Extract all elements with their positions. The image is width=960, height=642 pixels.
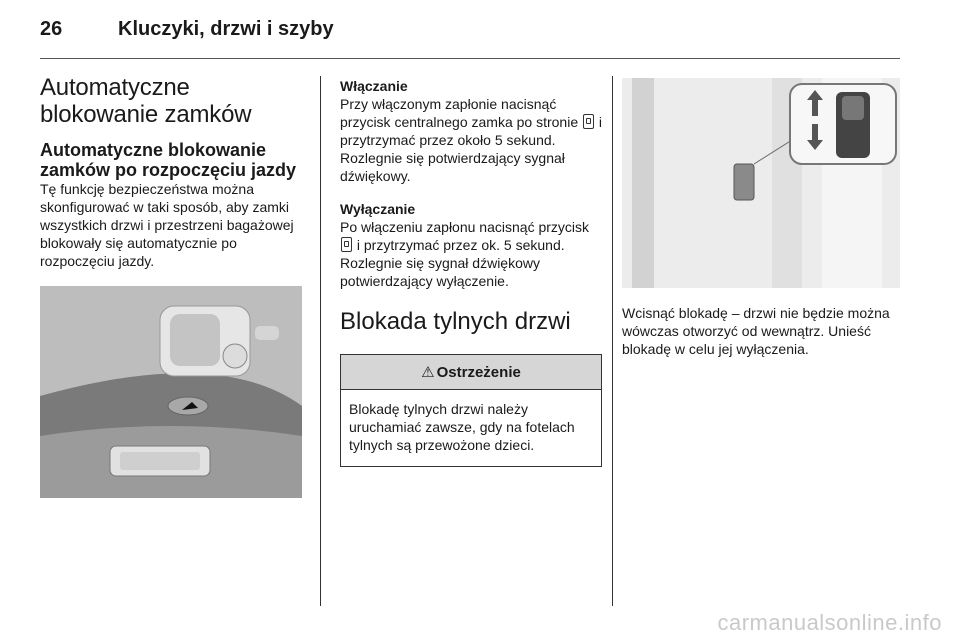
illustration-caption: Wcisnąć blokadę – drzwi nie będzie można wówczas otworzyć od wewnątrz. Unieść blokadę w celu jej wyłączenia.	[622, 305, 890, 357]
rear-door-lock-drawing	[622, 78, 900, 288]
disable-text-b: i przytrzymać przez ok. 5 sekund. Rozlegnie się sygnał dźwiękowy potwierdzający wyłączenie.	[340, 237, 565, 289]
column-1	[40, 74, 312, 498]
rear-door-lock-illustration	[622, 78, 900, 288]
header-rule	[40, 58, 900, 59]
enable-text-b: i przytrzymać przez około 5 sekund. Rozlegnie się potwierdzający sygnał dźwiękowy.	[340, 114, 603, 184]
page-number: 26	[40, 18, 63, 40]
lock-key-icon	[583, 114, 594, 129]
disable-paragraph	[340, 218, 602, 290]
subsection-title: Automatyczne blokowanie zamków po rozpoczęciu jazdy	[40, 140, 297, 180]
auto-lock-paragraph: Tę funkcję bezpieczeństwa można skonfigurować w taki sposób, aby zamki wszystkich drzwi i przestrzeni bagażowej blokowały się automatycznie po rozpoczęciu jazdy.	[40, 181, 294, 269]
column-2	[340, 78, 602, 467]
lock-key-icon	[341, 237, 352, 252]
warning-triangle-icon: ⚠	[421, 364, 435, 381]
disable-text-a: Po włączeniu zapłonu nacisnąć przycisk	[340, 219, 590, 235]
enable-text-a: Przy włączonym zapłonie nacisnąć przycisk centralnego zamka po stronie	[340, 96, 579, 130]
warning-text: Blokadę tylnych drzwi należy uruchamiać zawsze, gdy na fotelach tylnych są przewożone dzieci.	[349, 401, 575, 453]
warning-header	[341, 355, 601, 390]
disable-heading: Wyłączanie	[340, 201, 416, 217]
enable-paragraph	[340, 95, 602, 185]
enable-heading: Włączanie	[340, 78, 408, 94]
interior-roof-console-drawing	[40, 286, 302, 498]
warning-box	[340, 354, 602, 467]
warning-title: Ostrzeżenie	[436, 363, 521, 381]
section-title: Automatyczne blokowanie zamków	[40, 74, 252, 128]
interior-roof-console-photo	[40, 286, 302, 498]
rear-door-lock-title: Blokada tylnych drzwi	[340, 308, 571, 335]
column-divider-right	[612, 76, 613, 606]
column-divider-left	[320, 76, 321, 606]
watermark: carmanualsonline.info	[717, 610, 942, 635]
running-title: Kluczyki, drzwi i szyby	[118, 18, 334, 40]
column-3	[622, 78, 902, 358]
